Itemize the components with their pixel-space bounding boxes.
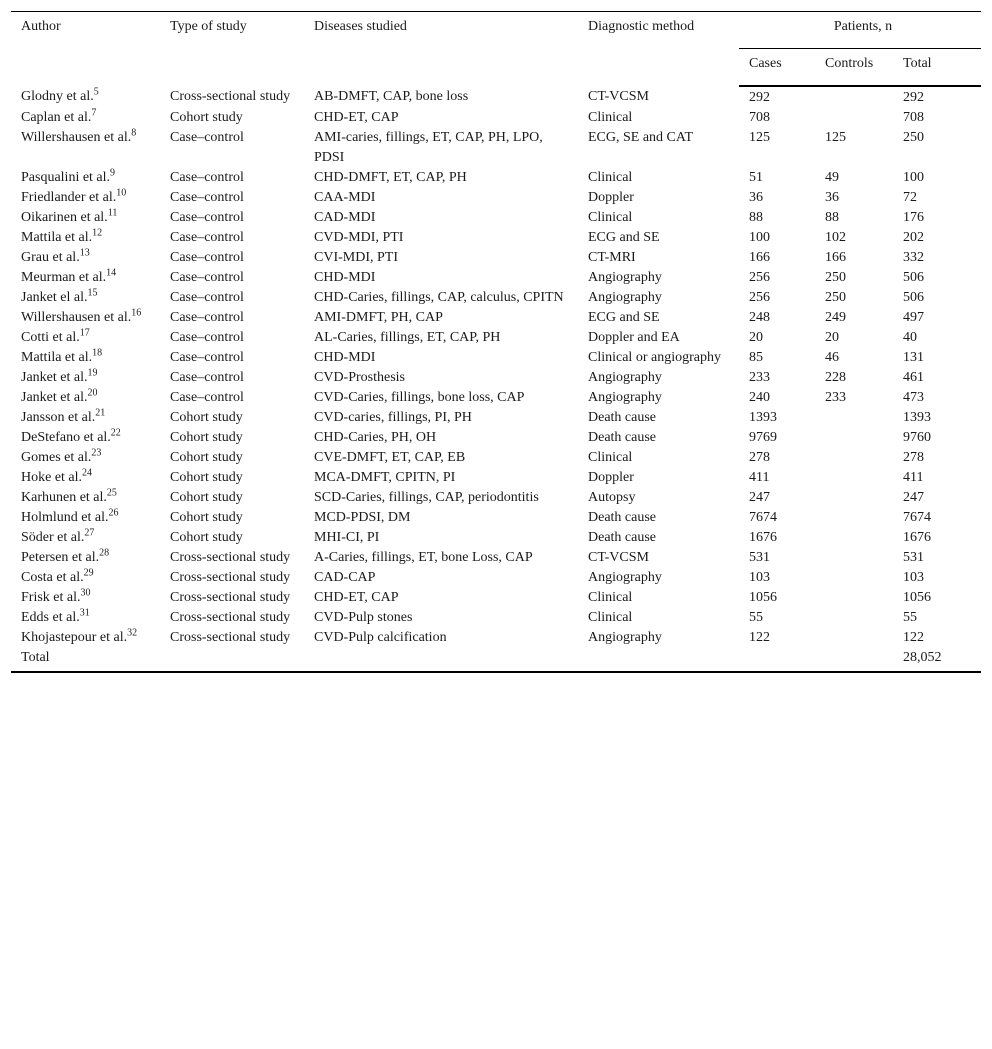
table-row — [11, 408, 981, 428]
empty-cell — [304, 648, 578, 672]
reference-number: 14 — [106, 267, 117, 279]
cell-total: 55 — [903, 610, 917, 625]
cell-type-of-study: Case–control — [170, 190, 244, 205]
empty-cell — [815, 648, 893, 672]
cell-cases: 240 — [749, 390, 770, 405]
header-diseases-studied: Diseases studied — [304, 12, 578, 87]
cell-diseases-studied: CHD-ET, CAP — [314, 590, 399, 605]
table-row — [11, 328, 981, 348]
cell-cases: 7674 — [749, 510, 777, 525]
cell-diseases-studied: CHD-Caries, fillings, CAP, calculus, CPITN — [314, 290, 564, 305]
table-row — [11, 128, 981, 168]
cell-type-of-study: Case–control — [170, 290, 244, 305]
cell-cases: 85 — [749, 350, 763, 365]
cell-author — [11, 608, 160, 628]
cell-total: 7674 — [903, 510, 931, 525]
cell-controls: 88 — [825, 210, 839, 225]
author-name: Janket et al. — [21, 390, 88, 405]
total-row — [11, 648, 981, 672]
header-patients: Patients, n — [739, 12, 981, 49]
cell-total: 292 — [903, 90, 924, 105]
cell-diagnostic-method: Angiography — [588, 570, 662, 585]
reference-number: 28 — [99, 547, 110, 559]
cell-controls — [815, 548, 893, 568]
table-row — [11, 188, 981, 208]
cell-controls — [815, 86, 893, 108]
table-row — [11, 208, 981, 228]
author-name: Meurman et al. — [21, 270, 107, 285]
reference-number: 21 — [95, 407, 106, 419]
cell-cases: 256 — [749, 270, 770, 285]
cell-total: 708 — [903, 110, 924, 125]
cell-total: 473 — [903, 390, 924, 405]
cell-type-of-study: Cohort study — [170, 530, 243, 545]
cell-total: 176 — [903, 210, 924, 225]
cell-controls — [815, 468, 893, 488]
author-name: Khojastepour et al. — [21, 630, 128, 645]
table-row — [11, 308, 981, 328]
cell-diagnostic-method: Death cause — [588, 430, 657, 445]
cell-author — [11, 288, 160, 308]
cell-total: 100 — [903, 170, 924, 185]
cell-controls: 228 — [825, 370, 846, 385]
cell-cases: 103 — [749, 570, 770, 585]
cell-type-of-study: Case–control — [170, 310, 244, 325]
cell-controls — [815, 528, 893, 548]
cell-controls: 36 — [825, 190, 839, 205]
cell-diagnostic-method: Angiography — [588, 370, 662, 385]
cell-diseases-studied: SCD-Caries, fillings, CAP, periodontitis — [314, 490, 539, 505]
cell-total: 411 — [903, 470, 924, 485]
table-row — [11, 268, 981, 288]
reference-number: 17 — [79, 327, 90, 339]
cell-diagnostic-method: Clinical — [588, 170, 633, 185]
cell-type-of-study: Cross-sectional study — [170, 610, 291, 625]
cell-diagnostic-method: Death cause — [588, 410, 657, 425]
table-row — [11, 388, 981, 408]
cell-total: 250 — [903, 130, 924, 145]
cell-controls: 250 — [825, 270, 846, 285]
reference-number: 5 — [93, 86, 99, 98]
author-name: Willershausen et al. — [21, 130, 132, 145]
author-name: Caplan et al. — [21, 110, 92, 125]
cell-diagnostic-method: Doppler — [588, 470, 634, 485]
cell-diagnostic-method: Clinical — [588, 590, 633, 605]
table-row — [11, 248, 981, 268]
table-row — [11, 468, 981, 488]
cell-diseases-studied: A-Caries, fillings, ET, bone Loss, CAP — [314, 550, 533, 565]
table-row — [11, 86, 981, 108]
header-author: Author — [11, 12, 160, 87]
cell-cases: 708 — [749, 110, 770, 125]
cell-author — [11, 86, 160, 108]
cell-controls — [815, 588, 893, 608]
cell-total: 131 — [903, 350, 924, 365]
author-name: Frisk et al. — [21, 590, 81, 605]
cell-total: 122 — [903, 630, 924, 645]
reference-number: 13 — [79, 247, 90, 259]
cell-cases: 531 — [749, 550, 770, 565]
cell-author — [11, 448, 160, 468]
cell-author — [11, 248, 160, 268]
cell-diagnostic-method: ECG and SE — [588, 230, 660, 245]
table-row — [11, 588, 981, 608]
cell-controls: 233 — [825, 390, 846, 405]
cell-diseases-studied: AL-Caries, fillings, ET, CAP, PH — [314, 330, 501, 345]
cell-type-of-study: Cohort study — [170, 510, 243, 525]
table-row — [11, 168, 981, 188]
cell-total: 506 — [903, 290, 924, 305]
cell-controls: 20 — [825, 330, 839, 345]
header-diagnostic-method: Diagnostic method — [578, 12, 739, 87]
cell-author — [11, 188, 160, 208]
cell-cases: 166 — [749, 250, 770, 265]
table-header — [11, 12, 981, 87]
reference-number: 15 — [87, 287, 98, 299]
cell-diseases-studied: CVD-MDI, PTI — [314, 230, 404, 245]
reference-number: 22 — [110, 427, 121, 439]
cell-author — [11, 228, 160, 248]
cell-cases: 88 — [749, 210, 763, 225]
cell-cases: 36 — [749, 190, 763, 205]
cell-type-of-study: Case–control — [170, 230, 244, 245]
reference-number: 19 — [87, 367, 98, 379]
table-body — [11, 86, 981, 672]
cell-cases: 233 — [749, 370, 770, 385]
cell-controls — [815, 608, 893, 628]
author-name: Holmlund et al. — [21, 510, 109, 525]
cell-author — [11, 408, 160, 428]
cell-controls — [815, 448, 893, 468]
cell-controls: 249 — [825, 310, 846, 325]
cell-author — [11, 428, 160, 448]
total-label: Total — [11, 648, 160, 672]
cell-cases: 125 — [749, 130, 770, 145]
reference-number: 23 — [91, 447, 102, 459]
reference-number: 32 — [127, 627, 138, 639]
cell-cases: 55 — [749, 610, 763, 625]
cell-author — [11, 388, 160, 408]
cell-total: 247 — [903, 490, 924, 505]
cell-author — [11, 328, 160, 348]
author-name: Mattila et al. — [21, 230, 93, 245]
table-row — [11, 548, 981, 568]
reference-number: 20 — [87, 387, 98, 399]
table-row — [11, 368, 981, 388]
cell-diagnostic-method: Autopsy — [588, 490, 636, 505]
cell-type-of-study: Case–control — [170, 210, 244, 225]
cell-author — [11, 268, 160, 288]
table-row — [11, 528, 981, 548]
header-controls: Controls — [815, 49, 893, 87]
cell-controls — [815, 628, 893, 648]
cell-controls — [815, 408, 893, 428]
cell-author — [11, 508, 160, 528]
cell-diagnostic-method: CT-VCSM — [588, 550, 649, 565]
cell-total: 461 — [903, 370, 924, 385]
cell-diseases-studied: CAA-MDI — [314, 190, 376, 205]
cell-type-of-study: Case–control — [170, 250, 244, 265]
cell-author — [11, 108, 160, 128]
cell-cases: 1056 — [749, 590, 777, 605]
cell-author — [11, 368, 160, 388]
reference-number: 10 — [116, 187, 127, 199]
author-name: Jansson et al. — [21, 410, 96, 425]
cell-diagnostic-method: Death cause — [588, 530, 657, 545]
cell-diagnostic-method: Angiography — [588, 390, 662, 405]
cell-type-of-study: Case–control — [170, 170, 244, 185]
cell-diseases-studied: CVD-Prosthesis — [314, 370, 406, 385]
cell-diseases-studied: CVI-MDI, PTI — [314, 250, 398, 265]
cell-controls: 166 — [825, 250, 846, 265]
author-name: Edds et al. — [21, 610, 80, 625]
cell-diseases-studied: CHD-MDI — [314, 270, 376, 285]
reference-number: 26 — [108, 507, 119, 519]
cell-diseases-studied: CVD-Pulp calcification — [314, 630, 447, 645]
cell-type-of-study: Cross-sectional study — [170, 89, 291, 104]
cell-type-of-study: Cross-sectional study — [170, 550, 291, 565]
cell-diagnostic-method: Doppler and EA — [588, 330, 680, 345]
reference-number: 9 — [110, 167, 116, 179]
cell-diagnostic-method: Clinical — [588, 450, 633, 465]
cell-controls: 46 — [825, 350, 839, 365]
cell-diseases-studied: MCA-DMFT, CPITN, PI — [314, 470, 456, 485]
cell-diseases-studied: CHD-MDI — [314, 350, 376, 365]
reference-number: 12 — [92, 227, 103, 239]
cell-diseases-studied: CHD-Caries, PH, OH — [314, 430, 437, 445]
cell-type-of-study: Cross-sectional study — [170, 590, 291, 605]
author-name: DeStefano et al. — [21, 430, 111, 445]
cell-diagnostic-method: Angiography — [588, 290, 662, 305]
author-name: Grau et al. — [21, 250, 80, 265]
cell-type-of-study: Case–control — [170, 390, 244, 405]
cell-author — [11, 568, 160, 588]
cell-cases: 411 — [749, 470, 770, 485]
cell-diagnostic-method: Death cause — [588, 510, 657, 525]
cell-type-of-study: Case–control — [170, 270, 244, 285]
table-row — [11, 488, 981, 508]
cell-cases: 9769 — [749, 430, 777, 445]
cell-cases: 256 — [749, 290, 770, 305]
cell-diagnostic-method: CT-MRI — [588, 250, 636, 265]
cell-type-of-study: Case–control — [170, 330, 244, 345]
author-name: Janket et al. — [21, 370, 88, 385]
reference-number: 29 — [83, 567, 94, 579]
cell-type-of-study: Cohort study — [170, 410, 243, 425]
cell-diseases-studied: MHI-CI, PI — [314, 530, 380, 545]
author-name: Oikarinen et al. — [21, 210, 108, 225]
cell-total: 103 — [903, 570, 924, 585]
cell-diagnostic-method: Clinical — [588, 110, 633, 125]
cell-cases: 20 — [749, 330, 763, 345]
cell-cases: 278 — [749, 450, 770, 465]
cell-cases: 292 — [749, 90, 770, 105]
cell-diseases-studied: CVD-Pulp stones — [314, 610, 413, 625]
cell-author — [11, 528, 160, 548]
cell-diagnostic-method: Angiography — [588, 270, 662, 285]
table-row — [11, 228, 981, 248]
cell-author — [11, 128, 160, 168]
cell-type-of-study: Cohort study — [170, 110, 243, 125]
cell-diseases-studied: CVD-Caries, fillings, bone loss, CAP — [314, 390, 525, 405]
cell-controls — [815, 108, 893, 128]
author-name: Willershausen et al. — [21, 310, 132, 325]
cell-author — [11, 168, 160, 188]
table-row — [11, 288, 981, 308]
header-cases: Cases — [739, 49, 815, 87]
cell-author — [11, 488, 160, 508]
cell-cases: 248 — [749, 310, 770, 325]
cell-diseases-studied: CHD-ET, CAP — [314, 110, 399, 125]
reference-number: 27 — [84, 527, 95, 539]
header-total: Total — [893, 49, 981, 87]
cell-author — [11, 348, 160, 368]
cell-diagnostic-method: Angiography — [588, 630, 662, 645]
cell-diagnostic-method: CT-VCSM — [588, 89, 649, 104]
cell-type-of-study: Cohort study — [170, 490, 243, 505]
reference-number: 11 — [107, 207, 118, 219]
cell-controls: 102 — [825, 230, 846, 245]
cell-controls: 49 — [825, 170, 839, 185]
cell-author — [11, 208, 160, 228]
reference-number: 16 — [131, 307, 142, 319]
cell-total: 332 — [903, 250, 924, 265]
cell-total: 40 — [903, 330, 917, 345]
cell-author — [11, 628, 160, 648]
cell-diseases-studied: CHD-DMFT, ET, CAP, PH — [314, 170, 467, 185]
cell-diagnostic-method: Doppler — [588, 190, 634, 205]
studies-table — [11, 11, 981, 673]
cell-cases: 1393 — [749, 410, 777, 425]
author-name: Hoke et al. — [21, 470, 83, 485]
cell-diseases-studied: CVD-caries, fillings, PI, PH — [314, 410, 472, 425]
cell-type-of-study: Cohort study — [170, 430, 243, 445]
reference-number: 18 — [92, 347, 103, 359]
cell-total: 202 — [903, 230, 924, 245]
cell-controls: 125 — [825, 130, 846, 145]
table-row — [11, 108, 981, 128]
author-name: Janket el al. — [21, 290, 88, 305]
table-row — [11, 448, 981, 468]
cell-diseases-studied: CVE-DMFT, ET, CAP, EB — [314, 450, 466, 465]
author-name: Söder et al. — [21, 530, 85, 545]
cell-author — [11, 588, 160, 608]
author-name: Mattila et al. — [21, 350, 93, 365]
empty-cell — [578, 648, 739, 672]
cell-total: 278 — [903, 450, 924, 465]
author-name: Karhunen et al. — [21, 490, 107, 505]
empty-cell — [739, 648, 815, 672]
author-name: Gomes et al. — [21, 450, 92, 465]
cell-diseases-studied: AMI-caries, fillings, ET, CAP, PH, LPO, PDSI — [314, 130, 543, 165]
cell-cases: 247 — [749, 490, 770, 505]
cell-total: 1676 — [903, 530, 931, 545]
cell-diagnostic-method: Clinical — [588, 210, 633, 225]
cell-total: 9760 — [903, 430, 931, 445]
author-name: Cotti et al. — [21, 330, 80, 345]
cell-controls — [815, 428, 893, 448]
cell-total: 506 — [903, 270, 924, 285]
cell-type-of-study: Cohort study — [170, 470, 243, 485]
author-name: Friedlander et al. — [21, 190, 117, 205]
table-row — [11, 608, 981, 628]
table-row — [11, 508, 981, 528]
cell-diseases-studied: AMI-DMFT, PH, CAP — [314, 310, 443, 325]
cell-cases: 100 — [749, 230, 770, 245]
table-row — [11, 428, 981, 448]
cell-diseases-studied: CAD-CAP — [314, 570, 376, 585]
cell-diseases-studied: MCD-PDSI, DM — [314, 510, 411, 525]
cell-author — [11, 468, 160, 488]
author-name: Petersen et al. — [21, 550, 100, 565]
grand-total: 28,052 — [893, 648, 981, 672]
cell-type-of-study: Case–control — [170, 370, 244, 385]
cell-diseases-studied: AB-DMFT, CAP, bone loss — [314, 89, 469, 104]
cell-author — [11, 548, 160, 568]
author-name: Glodny et al. — [21, 89, 94, 104]
reference-number: 31 — [79, 607, 90, 619]
cell-type-of-study: Case–control — [170, 130, 244, 145]
cell-total: 531 — [903, 550, 924, 565]
header-type-of-study: Type of study — [160, 12, 304, 87]
reference-number: 24 — [82, 467, 93, 479]
cell-diseases-studied: CAD-MDI — [314, 210, 376, 225]
reference-number: 25 — [106, 487, 117, 499]
cell-diagnostic-method: Clinical or angiography — [588, 350, 721, 365]
cell-diagnostic-method: ECG, SE and CAT — [588, 130, 693, 145]
table-row — [11, 628, 981, 648]
reference-number: 8 — [131, 127, 137, 139]
cell-total: 1393 — [903, 410, 931, 425]
cell-type-of-study: Case–control — [170, 350, 244, 365]
author-name: Costa et al. — [21, 570, 84, 585]
author-name: Pasqualini et al. — [21, 170, 111, 185]
cell-total: 1056 — [903, 590, 931, 605]
cell-type-of-study: Cross-sectional study — [170, 630, 291, 645]
table-row — [11, 348, 981, 368]
cell-diagnostic-method: Clinical — [588, 610, 633, 625]
cell-type-of-study: Cross-sectional study — [170, 570, 291, 585]
cell-controls: 250 — [825, 290, 846, 305]
cell-controls — [815, 488, 893, 508]
cell-cases: 51 — [749, 170, 763, 185]
cell-cases: 1676 — [749, 530, 777, 545]
cell-total: 72 — [903, 190, 917, 205]
cell-author — [11, 308, 160, 328]
cell-type-of-study: Cohort study — [170, 450, 243, 465]
cell-total: 497 — [903, 310, 924, 325]
cell-controls — [815, 508, 893, 528]
reference-number: 30 — [80, 587, 91, 599]
reference-number: 7 — [91, 107, 97, 119]
empty-cell — [160, 648, 304, 672]
cell-cases: 122 — [749, 630, 770, 645]
cell-diagnostic-method: ECG and SE — [588, 310, 660, 325]
cell-controls — [815, 568, 893, 588]
table-row — [11, 568, 981, 588]
